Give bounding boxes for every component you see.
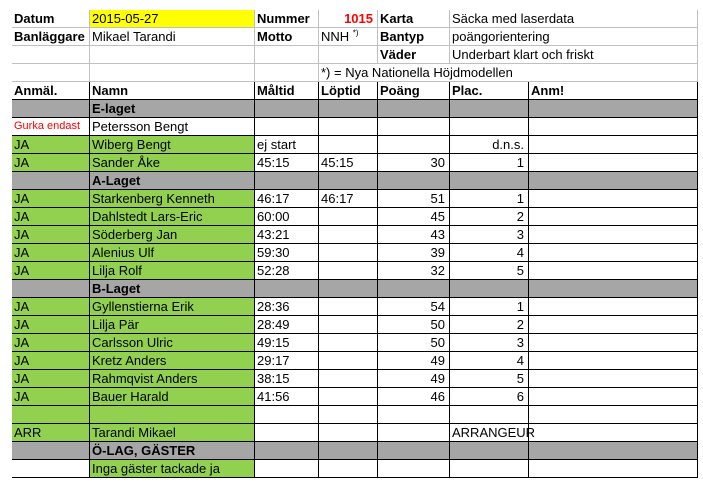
group-cell <box>255 100 319 118</box>
cell-loptid[interactable] <box>319 118 378 136</box>
cell-loptid[interactable] <box>319 262 378 280</box>
cell-anmal[interactable]: JA <box>12 334 90 352</box>
group-title: E-laget <box>90 100 255 118</box>
cell-anmal[interactable]: Gurka endast <box>12 118 90 136</box>
cell-maltid[interactable]: 49:15 <box>255 334 319 352</box>
group-cell <box>319 100 378 118</box>
cell-anmal[interactable]: JA <box>12 262 90 280</box>
group-cell <box>529 280 698 298</box>
blank-cell <box>90 46 255 64</box>
cell-poang[interactable] <box>378 118 450 136</box>
group-title: A-Laget <box>90 172 255 190</box>
cell-maltid[interactable] <box>255 424 319 442</box>
group-cell <box>319 172 378 190</box>
cell-poang[interactable]: 50 <box>378 316 450 334</box>
cell-anmal[interactable]: JA <box>12 388 90 406</box>
bantyp-label: Bantyp <box>378 28 450 46</box>
col-header-anm: Anm! <box>529 82 698 100</box>
cell-poang[interactable]: 45 <box>378 208 450 226</box>
cell-poang[interactable]: 32 <box>378 262 450 280</box>
cell-loptid[interactable] <box>319 244 378 262</box>
cell-poang[interactable]: 54 <box>378 298 450 316</box>
cell-poang[interactable]: 46 <box>378 388 450 406</box>
cell-loptid[interactable] <box>319 388 378 406</box>
cell-maltid[interactable]: 46:17 <box>255 190 319 208</box>
cell-maltid[interactable] <box>255 460 319 478</box>
col-header-poang: Poäng <box>378 82 450 100</box>
cell-loptid[interactable] <box>319 136 378 154</box>
group-cell <box>450 172 529 190</box>
motto-label: Motto <box>255 28 319 46</box>
cell-loptid[interactable]: 45:15 <box>319 154 378 172</box>
cell-plac[interactable]: 5 <box>450 370 529 388</box>
karta-value[interactable]: Säcka med laserdata <box>450 10 698 28</box>
col-header-anmal: Anmäl. <box>12 82 90 100</box>
cell-anm[interactable] <box>529 334 698 352</box>
bantyp-value[interactable]: poängorientering <box>450 28 698 46</box>
cell-plac[interactable]: 1 <box>450 154 529 172</box>
cell-loptid[interactable] <box>319 334 378 352</box>
cell-anmal[interactable]: ARR <box>12 424 90 442</box>
cell-name[interactable]: Sander Åke <box>90 154 255 172</box>
cell-maltid[interactable]: 28:36 <box>255 298 319 316</box>
col-header-plac: Plac. <box>450 82 529 100</box>
group-cell <box>450 442 529 460</box>
cell-poang[interactable] <box>378 406 450 424</box>
cell-anm[interactable] <box>529 388 698 406</box>
cell-plac[interactable]: 1 <box>450 298 529 316</box>
cell-maltid[interactable]: 41:56 <box>255 388 319 406</box>
cell-name[interactable] <box>90 406 255 424</box>
group-cell <box>12 172 90 190</box>
cell-name[interactable]: Gyllenstierna Erik <box>90 298 255 316</box>
cell-loptid[interactable]: 46:17 <box>319 190 378 208</box>
cell-poang[interactable]: 43 <box>378 226 450 244</box>
cell-name[interactable]: Inga gäster tackade ja <box>90 460 255 478</box>
cell-plac[interactable]: 6 <box>450 388 529 406</box>
cell-poang[interactable]: 50 <box>378 334 450 352</box>
cell-maltid[interactable]: 59:30 <box>255 244 319 262</box>
nummer-label: Nummer <box>255 10 319 28</box>
cell-poang[interactable] <box>378 460 450 478</box>
cell-anm[interactable] <box>529 316 698 334</box>
col-header-namn: Namn <box>90 82 255 100</box>
group-title: B-Laget <box>90 280 255 298</box>
cell-anm[interactable] <box>529 370 698 388</box>
cell-plac[interactable]: 4 <box>450 352 529 370</box>
cell-plac[interactable] <box>450 406 529 424</box>
cell-poang[interactable]: 30 <box>378 154 450 172</box>
cell-plac[interactable]: 3 <box>450 334 529 352</box>
cell-name[interactable]: Lilja Rolf <box>90 262 255 280</box>
cell-poang[interactable] <box>378 136 450 154</box>
group-cell <box>12 280 90 298</box>
cell-loptid[interactable] <box>319 460 378 478</box>
blank-cell <box>255 46 319 64</box>
cell-plac[interactable]: 2 <box>450 316 529 334</box>
group-cell <box>378 172 450 190</box>
blank-cell <box>319 46 378 64</box>
cell-loptid[interactable] <box>319 298 378 316</box>
cell-maltid[interactable]: 29:17 <box>255 352 319 370</box>
blank-cell <box>12 46 90 64</box>
cell-poang[interactable]: 49 <box>378 352 450 370</box>
cell-name[interactable]: Lilja Pär <box>90 316 255 334</box>
cell-maltid[interactable]: ej start <box>255 136 319 154</box>
cell-name[interactable]: Tarandi Mikael <box>90 424 255 442</box>
cell-anmal[interactable]: JA <box>12 190 90 208</box>
cell-anmal[interactable]: JA <box>12 226 90 244</box>
cell-anmal[interactable] <box>12 406 90 424</box>
cell-loptid[interactable] <box>319 316 378 334</box>
cell-name[interactable]: Carlsson Ulric <box>90 334 255 352</box>
col-header-maltid: Måltid <box>255 82 319 100</box>
blank-cell <box>12 64 90 82</box>
cell-anmal[interactable]: JA <box>12 136 90 154</box>
group-cell <box>450 280 529 298</box>
cell-loptid[interactable] <box>319 226 378 244</box>
cell-plac[interactable]: 2 <box>450 208 529 226</box>
cell-name[interactable]: Wiberg Bengt <box>90 136 255 154</box>
motto-value[interactable] <box>319 28 378 46</box>
motto-text: NNH <box>321 29 350 44</box>
cell-anmal[interactable] <box>12 460 90 478</box>
cell-plac[interactable]: 5 <box>450 262 529 280</box>
cell-plac[interactable]: d.n.s. <box>450 136 529 154</box>
cell-anm[interactable] <box>529 460 698 478</box>
group-cell <box>255 172 319 190</box>
cell-maltid[interactable]: 43:21 <box>255 226 319 244</box>
cell-maltid[interactable]: 52:28 <box>255 262 319 280</box>
blank-cell <box>255 64 319 82</box>
cell-anm[interactable] <box>529 226 698 244</box>
cell-name[interactable]: Alenius Ulf <box>90 244 255 262</box>
group-cell <box>378 442 450 460</box>
group-cell <box>529 442 698 460</box>
cell-anm[interactable] <box>529 298 698 316</box>
group-title: Ö-LAG, GÄSTER <box>90 442 255 460</box>
cell-poang[interactable]: 49 <box>378 370 450 388</box>
cell-name[interactable]: Dahlstedt Lars-Eric <box>90 208 255 226</box>
cell-anmal[interactable]: JA <box>12 208 90 226</box>
cell-anmal[interactable]: JA <box>12 154 90 172</box>
vader-label: Väder <box>378 46 450 64</box>
cell-name[interactable]: Petersson Bengt <box>90 118 255 136</box>
cell-name[interactable]: Starkenberg Kenneth <box>90 190 255 208</box>
cell-poang[interactable] <box>378 424 450 442</box>
cell-poang[interactable]: 39 <box>378 244 450 262</box>
blank-cell <box>90 64 255 82</box>
cell-anm[interactable] <box>529 118 698 136</box>
cell-plac[interactable]: 1 <box>450 190 529 208</box>
cell-anm[interactable] <box>529 424 698 442</box>
group-cell <box>319 442 378 460</box>
cell-anmal[interactable]: JA <box>12 298 90 316</box>
group-cell <box>529 100 698 118</box>
karta-label: Karta <box>378 10 450 28</box>
cell-plac[interactable] <box>450 118 529 136</box>
cell-name[interactable]: Söderberg Jan <box>90 226 255 244</box>
cell-plac[interactable]: ARRANGEUR <box>452 425 536 440</box>
vader-value[interactable]: Underbart klart och friskt <box>450 46 698 64</box>
cell-maltid[interactable]: 28:49 <box>255 316 319 334</box>
cell-anmal[interactable]: JA <box>12 244 90 262</box>
motto-footnote-mark: *) <box>352 28 359 38</box>
cell-anmal[interactable]: JA <box>12 316 90 334</box>
cell-plac[interactable]: 3 <box>450 226 529 244</box>
group-cell <box>378 100 450 118</box>
cell-maltid[interactable] <box>255 406 319 424</box>
cell-anm[interactable] <box>529 190 698 208</box>
cell-anm[interactable] <box>529 244 698 262</box>
cell-plac[interactable]: 4 <box>450 244 529 262</box>
cell-maltid[interactable]: 45:15 <box>255 154 319 172</box>
group-cell <box>378 280 450 298</box>
cell-loptid[interactable] <box>319 406 378 424</box>
cell-maltid[interactable]: 60:00 <box>255 208 319 226</box>
cell-loptid[interactable] <box>319 370 378 388</box>
cell-loptid[interactable] <box>319 208 378 226</box>
cell-anmal[interactable]: JA <box>12 352 90 370</box>
group-cell <box>255 442 319 460</box>
cell-plac[interactable] <box>450 460 529 478</box>
group-cell <box>450 100 529 118</box>
cell-anm[interactable] <box>529 406 698 424</box>
cell-anm[interactable] <box>529 208 698 226</box>
col-header-loptid: Löptid <box>319 82 378 100</box>
cell-maltid[interactable] <box>255 118 319 136</box>
group-cell <box>529 172 698 190</box>
group-cell <box>319 280 378 298</box>
datum-label: Datum <box>12 10 90 28</box>
group-cell <box>255 280 319 298</box>
cell-poang[interactable]: 51 <box>378 190 450 208</box>
cell-anmal[interactable]: JA <box>12 370 90 388</box>
cell-name[interactable]: Bauer Harald <box>90 388 255 406</box>
cell-anm[interactable] <box>529 352 698 370</box>
group-cell <box>12 442 90 460</box>
cell-name[interactable]: Kretz Anders <box>90 352 255 370</box>
cell-anm[interactable] <box>529 136 698 154</box>
cell-maltid[interactable]: 38:15 <box>255 370 319 388</box>
nummer-value[interactable]: 1015 <box>319 10 378 28</box>
footnote: *) = Nya Nationella Höjdmodellen <box>319 64 698 82</box>
cell-name[interactable]: Rahmqvist Anders <box>90 370 255 388</box>
cell-loptid[interactable] <box>319 424 378 442</box>
banlaggare-value[interactable]: Mikael Tarandi <box>90 28 255 46</box>
cell-anm[interactable] <box>529 262 698 280</box>
cell-anm[interactable] <box>529 154 698 172</box>
datum-value[interactable]: 2015-05-27 <box>90 10 255 28</box>
cell-loptid[interactable] <box>319 352 378 370</box>
group-cell <box>12 100 90 118</box>
banlaggare-label: Banläggare <box>12 28 90 46</box>
